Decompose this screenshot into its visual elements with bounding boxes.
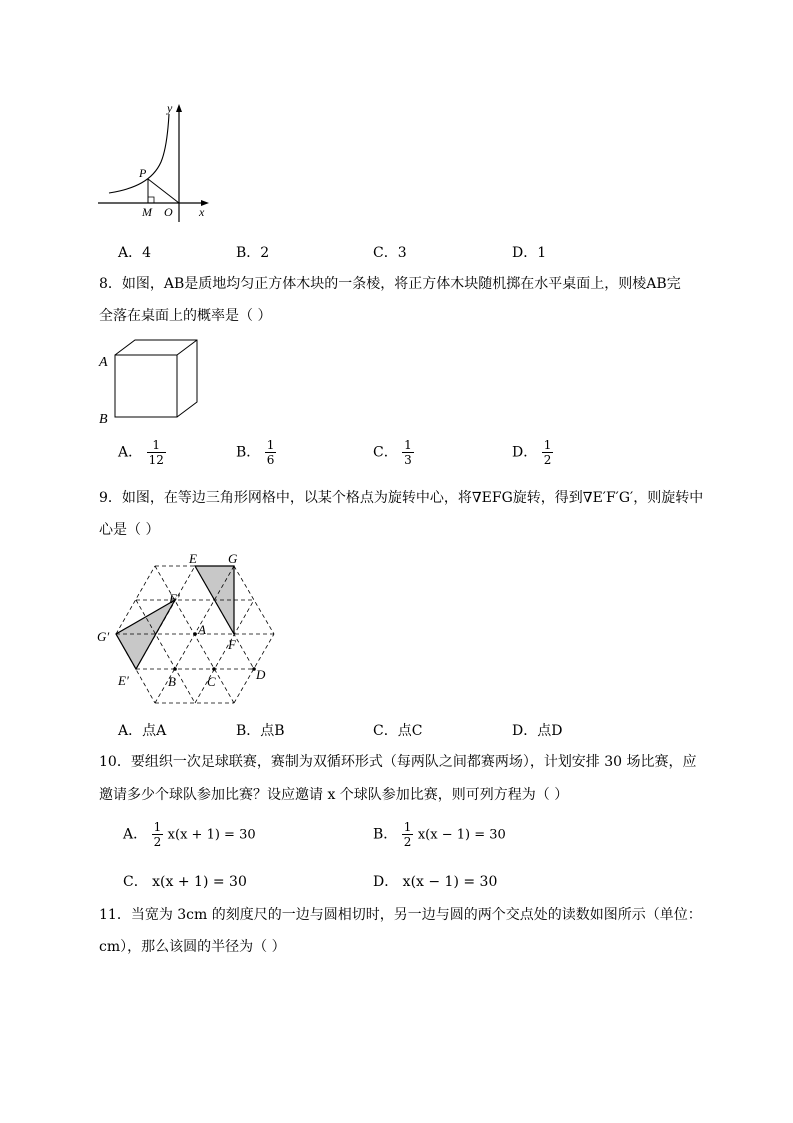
q10-stem-line2: 邀请多少个球队参加比赛？设应邀请 x 个球队参加比赛，则可列方程为（ ）: [99, 787, 569, 803]
q7-option-c[interactable]: C．3: [373, 245, 407, 261]
q10-option-c[interactable]: C． x(x + 1) = 30: [123, 874, 247, 890]
point-p-label: P: [139, 166, 147, 180]
fraction: [402, 438, 414, 467]
label-f-prime: F′: [169, 591, 180, 606]
label-a: A: [198, 622, 206, 637]
cube-back-edges: [115, 340, 197, 417]
numerator: 1: [153, 820, 162, 834]
q8-option-c[interactable]: [373, 438, 414, 467]
right-angle-mark: [148, 197, 154, 203]
numerator: 1: [404, 438, 412, 452]
label-d: D: [256, 667, 266, 682]
denominator: 6: [266, 453, 275, 467]
denominator: 12: [148, 453, 164, 467]
vertex-a-label: A: [99, 355, 108, 370]
fraction: [265, 438, 277, 467]
y-axis-label: y: [167, 101, 173, 115]
point-o-label: O: [164, 205, 173, 219]
equation: x(x + 1) = 30: [167, 827, 256, 843]
q9-triangle-grid-figure: [95, 548, 285, 708]
q7-graph-figure: [95, 100, 215, 225]
q10-stem-line1: 10．要组织一次足球联赛，赛制为双循环形式（每两队之间都赛两场），计划安排 30 场比赛，应: [99, 754, 697, 770]
po-segment: [148, 179, 179, 203]
q11-stem-line2: cm），那么该圆的半径为（ ）: [99, 939, 286, 955]
fraction: [147, 438, 166, 467]
q8-option-d[interactable]: [512, 438, 553, 467]
hyperbola-curve: [109, 114, 169, 193]
vertex-b-label: B: [99, 412, 108, 427]
label-g-prime: G′: [97, 629, 110, 644]
q8-option-b[interactable]: [236, 438, 276, 467]
y-axis-arrow: [176, 104, 182, 112]
denominator: 2: [403, 835, 412, 849]
numerator: 1: [543, 438, 552, 452]
q7-option-a[interactable]: A．4: [118, 245, 152, 261]
denominator: 2: [153, 835, 162, 849]
denominator: 3: [404, 453, 412, 467]
numerator: 1: [403, 820, 412, 834]
option-letter: C．: [373, 444, 398, 461]
x-axis-label: x: [199, 205, 205, 219]
fraction: [152, 820, 164, 849]
q11-stem-line1: 11．当宽为 3cm 的刻度尺的一边与圆相切时，另一边与圆的两个交点处的读数如图所示（单位：: [99, 907, 702, 923]
label-c: C: [207, 674, 216, 689]
q9-stem-line2: 心是（ ）: [99, 522, 160, 538]
q8-cube-figure: [95, 335, 205, 430]
q10-option-b[interactable]: [373, 820, 506, 849]
q7-option-b[interactable]: B．2: [236, 245, 270, 261]
option-letter: B．: [236, 444, 261, 461]
point-b-dot: [173, 667, 177, 671]
q9-option-a[interactable]: A．点A: [118, 723, 167, 739]
label-g: G: [228, 551, 238, 566]
cube-top-right-edge: [177, 340, 197, 355]
q9-stem-line1: 9．如图，在等边三角形网格中，以某个格点为旋转中心，将∇EFG旋转，得到∇E′F′G′，则旋转中: [99, 490, 704, 506]
q9-option-c[interactable]: C．点C: [373, 723, 423, 739]
fraction: [402, 820, 414, 849]
option-letter: A．: [123, 826, 148, 843]
point-m-label: M: [142, 205, 152, 219]
numerator: 1: [147, 438, 166, 453]
point-c-dot: [212, 667, 216, 671]
option-letter: B．: [373, 826, 398, 843]
q8-stem-line2: 全落在桌面上的概率是（ ）: [99, 308, 272, 324]
denominator: 2: [543, 453, 552, 467]
label-e: E: [189, 551, 197, 566]
label-f: F: [228, 637, 236, 652]
option-letter: A．: [118, 444, 143, 461]
label-e-prime: E′: [118, 673, 129, 688]
triangle-e2f2g2: [116, 600, 175, 669]
q8-option-a[interactable]: [118, 438, 166, 467]
q10-option-d[interactable]: D． x(x − 1) = 30: [373, 874, 498, 890]
cube-front-face: [115, 355, 177, 417]
q8-stem-line1: 8．如图，AB是质地均匀正方体木块的一条棱，将正方体木块随机掷在水平桌面上，则棱AB完: [99, 276, 681, 292]
fraction: [542, 438, 554, 467]
point-a-dot: [193, 632, 197, 636]
q10-option-a[interactable]: [123, 820, 256, 849]
equation: x(x − 1) = 30: [417, 827, 506, 843]
numerator: 1: [266, 438, 275, 452]
option-letter: D．: [512, 444, 538, 461]
q7-option-d[interactable]: D．1: [512, 245, 547, 261]
q9-option-d[interactable]: D．点D: [512, 723, 563, 739]
q9-option-b[interactable]: B．点B: [236, 723, 285, 739]
label-b: B: [168, 674, 176, 689]
